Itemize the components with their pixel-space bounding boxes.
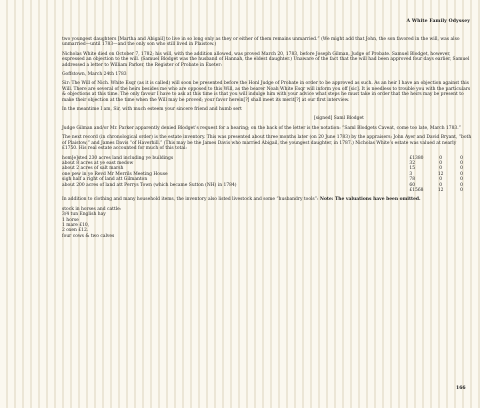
letter-dateline: Goffstown, March 24th 1783 [62, 72, 127, 78]
page-body [62, 37, 472, 239]
pounds-total: £1568 [409, 187, 424, 193]
inventory-item: hom[e]sted 230 acres land including ye buildings [62, 155, 174, 161]
pounds-value: 3 [409, 171, 413, 177]
pence-value: 0 [460, 177, 463, 183]
pounds-value: £1380 [409, 155, 424, 161]
list-item: four cows & two calves [62, 233, 115, 239]
pence-value: 0 [460, 155, 463, 161]
pence-value: 0 [460, 171, 463, 177]
stock-list [62, 207, 472, 239]
paragraph: Judge Gilman and/or Mr. Parker apparently denied Blodget’s request for a hearing; on the back of the letter is the notation: “Saml Blodgets Caveat, come too late, March 1783.” [62, 125, 461, 131]
shillings-value: 0 [439, 166, 443, 172]
list-item: 1 mare £10, [62, 222, 90, 228]
shillings-total: 12 [437, 187, 444, 193]
note-paragraph [62, 197, 472, 202]
shillings-value: 12 [437, 171, 444, 177]
page-number: 166 [456, 386, 466, 391]
pence-value: 0 [460, 166, 463, 172]
pounds-value: 60 [409, 182, 416, 188]
shillings-value: 0 [439, 155, 443, 161]
note-text: In addition to clothing and many household items, the inventory also listed livestock and some “husbandry tools”: [62, 197, 319, 203]
list-item: stock in horses and cattle: [62, 206, 122, 212]
paragraph: two youngest daughters [Martha and Abigail] to live in so long only as they or either of them remains unmarried.” (We might add that John, the son favored in the will, was also unmarried—until 1783—and the only son who still lived in Plaistow.) [62, 37, 460, 48]
note-bold: Note: The valuations have been omitted. [319, 197, 421, 203]
shillings-value: 0 [439, 160, 443, 166]
inventory-item: about 2 acres of salt marsh [62, 166, 124, 172]
pounds-value: 32 [409, 160, 416, 166]
inventory-item: sigh half a right of land att Gilmanton [62, 177, 148, 183]
inventory-item: about 200 acres of land att Perrys Town (which became Sutton (NH) in 1784) [62, 182, 237, 188]
letter-signature: [signed] Saml Blodget [314, 116, 364, 122]
pence-value: 0 [460, 182, 463, 188]
inventory-table [62, 156, 472, 194]
pounds-value: 78 [409, 177, 416, 183]
list-item: 2 oxen £12. [62, 228, 89, 234]
paragraph: Nicholas White died on October 7, 1782; his will, with the addition allowed, was proved March 20, 1783, before Joseph Gilman, Judge of Probate. Samuel Blodget, however, expressed an objection to the will. (Samuel Blodget was the husband of Hannah, the eldest daughter.) Unaware of the fact that the will had been approved four days earlier, Samuel addressed a letter to William Parker, the Register of Probate in Exeter: [62, 51, 470, 68]
paragraph: The next record (in chronological order) is the estate inventory. This was presented about three months later (on 20 June 1783) by the appraisers: John Ayer and David Bryant, “both of Plaistow,” and James Davis “of Haverhill.” (This may be the James Davis who married Abigail, the youngest daughter, in 1787.) Nicholas White’s estate was valued at nearly £1750. His real estate accounted for much of this total: [62, 135, 472, 152]
list-item: 3/4 tun English hay [62, 212, 106, 218]
list-item: 1 horse [62, 217, 79, 223]
total-row [62, 188, 472, 193]
letter-body: Sir: The Will of Nich. White Esqr (as it is called) will soon be presented before the Honl Judge of Probate in order to be approved as such. As an heir I have an objection against this Will. There are several of the heirs besides me who are opposed to this Will, as the bearer Noah White Esqr will inform you off [sic]. It is needless to trouble you with the particulars & objections at this time. The only favour I have to ask at this time is that you will indulge him with your advice what steps he must take in order that the heirs may be present to make their objection at the time when the Will may be proved; your favor herein[?] shall meet its merit[?] at our first interview. [62, 81, 471, 103]
shillings-value: 0 [439, 182, 443, 188]
inventory-item [62, 188, 409, 193]
pounds-value: 15 [409, 166, 416, 172]
letter-closing: In the meantime I am, Sir, with much esteem your sincere friend and humb sert [62, 107, 242, 113]
pence-value: 0 [460, 160, 463, 166]
inventory-item: about 8 acres at ye east medow [62, 160, 134, 166]
pence-total: 0 [460, 187, 463, 193]
inventory-item: one pew in ye Revd Mr Merrils Meeting House [62, 171, 168, 177]
shillings-value: 0 [439, 177, 443, 183]
running-header: A White Family Odyssey [406, 19, 470, 24]
